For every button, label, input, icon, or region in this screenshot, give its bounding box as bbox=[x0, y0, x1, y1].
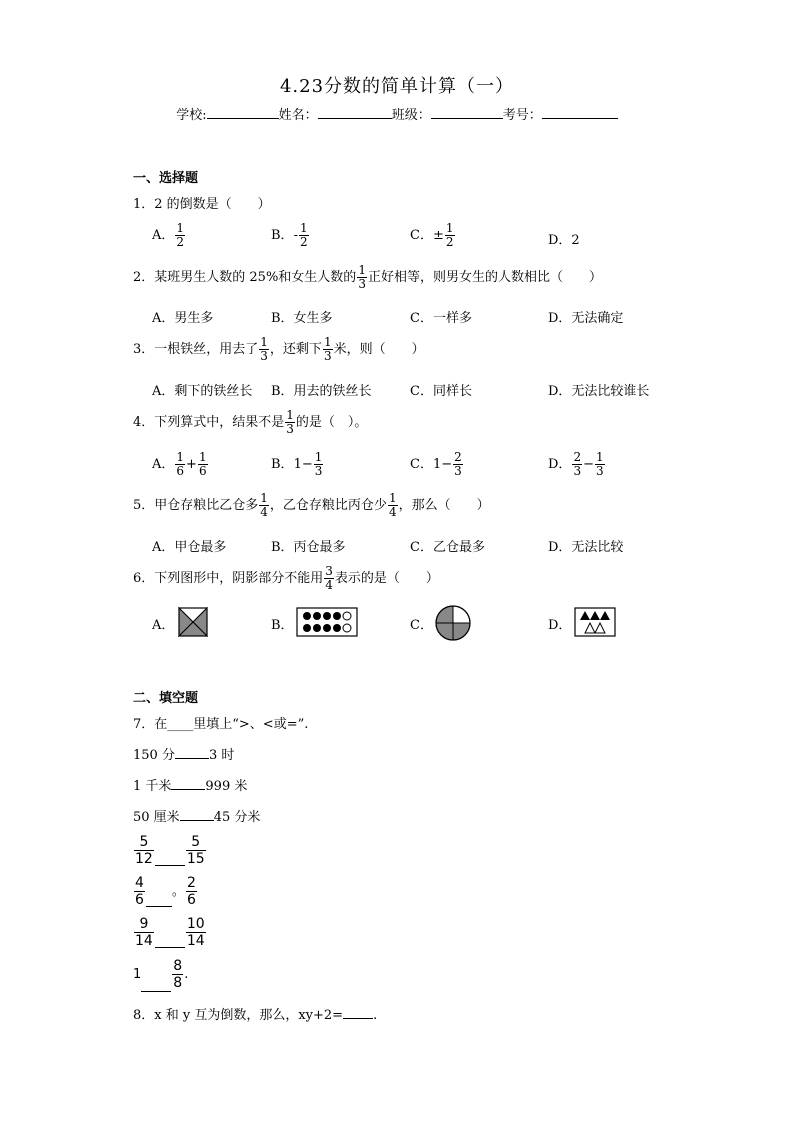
q6-stem: 6．下列图形中，阴影部分不能用 $\frac{3}{4}$ 表示的是（ ） bbox=[133, 564, 439, 592]
q7-line-1: 150 分 3 时 bbox=[133, 748, 235, 763]
q2-option-d[interactable]: D．无法确定 bbox=[548, 311, 624, 326]
q3-stem: 3．一根铁丝，用去了 $\frac{1}{3}$ ，还剩下 $\frac{1}{3}$ 米，则（ ） bbox=[133, 335, 425, 363]
q7-stem: 7．在____里填上“>、<或=”. bbox=[133, 717, 309, 732]
q8-blank[interactable] bbox=[343, 1006, 373, 1019]
q6-option-a-square-icon[interactable] bbox=[178, 607, 208, 637]
q1-option-a[interactable]: A． $\frac{1}{2}$ bbox=[152, 221, 185, 249]
q5-option-a[interactable]: A．甲仓最多 bbox=[152, 540, 227, 555]
school-blank[interactable] bbox=[207, 106, 279, 119]
q1-option-c[interactable]: C．± $\frac{1}{2}$ bbox=[410, 221, 454, 249]
q7-blank-3[interactable] bbox=[180, 808, 214, 821]
q2-stem: 2．某班男生人数的 25%和女生人数的 $\frac{1}{3}$ 正好相等，则男女生的人数相比（ ） bbox=[133, 263, 602, 291]
q7-frac-line-4: 1 $\frac{8}{8}$ . bbox=[133, 958, 189, 991]
q7-line-2: 1 千米 999 米 bbox=[133, 779, 248, 794]
q2-option-b[interactable]: B．女生多 bbox=[271, 311, 333, 326]
q6-option-d-label[interactable]: D． bbox=[548, 618, 572, 633]
q8-stem: 8．x 和 y 互为倒数，那么，xy+2= . bbox=[133, 1008, 378, 1023]
school-label: 学校: bbox=[176, 108, 207, 123]
q4-option-d[interactable]: D． $\frac{2}{3}$ − $\frac{1}{3}$ bbox=[548, 450, 604, 478]
q4-option-b[interactable]: B．1− $\frac{1}{3}$ bbox=[271, 450, 323, 478]
name-blank[interactable] bbox=[318, 106, 392, 119]
q3-option-d[interactable]: D．无法比较谁长 bbox=[548, 384, 650, 399]
student-info-line bbox=[0, 104, 794, 123]
q6-option-c-label[interactable]: C． bbox=[410, 618, 433, 633]
q7-frac-line-3: $\frac{9}{14}$ $\frac{10}{14}$ bbox=[135, 916, 205, 949]
q7-blank-4[interactable] bbox=[155, 853, 185, 866]
q5-option-b[interactable]: B．丙仓最多 bbox=[271, 540, 346, 555]
q6-option-d-triangles-icon[interactable] bbox=[574, 607, 616, 637]
q7-blank-6[interactable] bbox=[155, 935, 185, 948]
name-label: 姓名： bbox=[278, 108, 318, 123]
q5-stem: 5．甲仓存粮比乙仓多 $\frac{1}{4}$ ，乙仓存粮比丙仓少 $\frac{1}{4}$ ，那么（ ） bbox=[133, 491, 490, 519]
q3-option-c[interactable]: C．同样长 bbox=[410, 384, 472, 399]
q2-option-a[interactable]: A．男生多 bbox=[152, 311, 214, 326]
q6-option-b-circles-icon[interactable] bbox=[296, 607, 358, 637]
q4-option-c[interactable]: C．1− $\frac{2}{3}$ bbox=[410, 450, 462, 478]
number-label: 考号： bbox=[502, 108, 542, 123]
section-choice-heading: 一、选择题 bbox=[133, 171, 199, 186]
q7-blank-2[interactable] bbox=[171, 777, 205, 790]
q7-blank-7[interactable] bbox=[141, 979, 171, 992]
q7-frac-line-1: $\frac{5}{12}$ $\frac{5}{15}$ bbox=[135, 834, 205, 867]
q7-frac-line-2: $\frac{4}{6}$ 。 $\frac{2}{6}$ bbox=[135, 875, 196, 908]
page-title: 4.23分数的简单计算（一） bbox=[279, 76, 515, 97]
class-label: 班级： bbox=[391, 108, 431, 123]
q1-option-b[interactable]: B．- $\frac{1}{2}$ bbox=[271, 221, 308, 249]
q3-option-a[interactable]: A．剩下的铁丝长 bbox=[152, 384, 253, 399]
q6-option-c-circle-icon[interactable] bbox=[434, 604, 472, 642]
q1-option-d[interactable]: D．2 bbox=[548, 233, 580, 248]
class-blank[interactable] bbox=[431, 106, 503, 119]
q4-option-a[interactable]: A． $\frac{1}{6}$ + $\frac{1}{6}$ bbox=[152, 450, 207, 478]
q3-option-b[interactable]: B．用去的铁丝长 bbox=[271, 384, 372, 399]
q5-option-c[interactable]: C．乙仓最多 bbox=[410, 540, 485, 555]
q2-option-c[interactable]: C．一样多 bbox=[410, 311, 472, 326]
section-fill-heading: 二、填空题 bbox=[133, 691, 199, 706]
q1-stem: 1．2 的倒数是（ ） bbox=[133, 197, 271, 212]
q7-blank-1[interactable] bbox=[175, 746, 209, 759]
q6-option-a-label[interactable]: A． bbox=[152, 618, 175, 633]
q7-blank-5[interactable] bbox=[146, 894, 172, 907]
q5-option-d[interactable]: D．无法比较 bbox=[548, 540, 624, 555]
q7-line-3: 50 厘米 45 分米 bbox=[133, 810, 261, 825]
q6-option-b-label[interactable]: B． bbox=[271, 618, 294, 633]
number-blank[interactable] bbox=[542, 106, 618, 119]
q4-stem: 4．下列算式中，结果不是 $\frac{1}{3}$ 的是（ ）。 bbox=[133, 408, 368, 436]
